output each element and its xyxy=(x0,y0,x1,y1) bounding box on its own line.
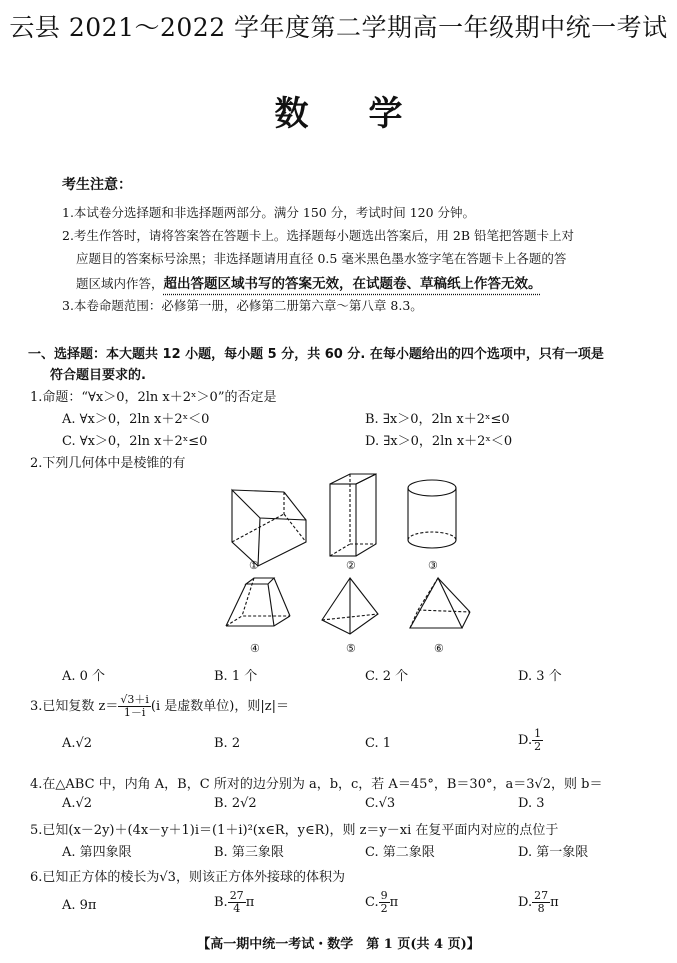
question-2-option-b: B. 1 个 xyxy=(214,669,258,684)
figure-label-4: ④ xyxy=(250,642,260,655)
figure-label-1: ① xyxy=(249,559,259,572)
question-3-option-a: A.√2 xyxy=(62,736,93,751)
question-6-option-d-fraction xyxy=(532,890,550,915)
figure-1-prism xyxy=(232,490,306,566)
question-3-option-d-fraction xyxy=(532,728,543,753)
question-3-stem-prefix: 3.已知复数 z＝ xyxy=(30,699,119,714)
notice-emphasis-text: 超出答题区域书写的答案无效，在试题卷、草稿纸上作答无效。 xyxy=(163,276,542,292)
question-6-option-b-fraction xyxy=(228,890,246,915)
question-1-option-c: C. ∀x＞0，2ln x＋2ˣ≤0 xyxy=(62,434,208,449)
exam-title: 云县 2021～2022 学年度第二学期高一年级期中统一考试 xyxy=(9,13,668,42)
question-5-option-b: B. 第三象限 xyxy=(214,845,284,860)
fraction-denominator: 4 xyxy=(233,902,241,915)
option-prefix: D. xyxy=(518,895,533,910)
question-2-option-c: C. 2 个 xyxy=(365,669,409,684)
question-4-option-c: C.√3 xyxy=(365,796,396,811)
question-3-option-d xyxy=(518,728,543,753)
question-3-option-c: C. 1 xyxy=(365,736,392,751)
question-2-stem: 2.下列几何体中是棱锥的有 xyxy=(30,456,186,471)
fraction-numerator: √3＋i xyxy=(120,693,149,706)
page-footer: 【高一期中统一考试・数学 第 1 页(共 4 页)】 xyxy=(197,937,480,952)
fraction-denominator: 2 xyxy=(380,902,388,915)
question-4-option-a: A.√2 xyxy=(62,796,93,811)
fraction-numerator: 1 xyxy=(534,727,542,740)
question-2-option-a: A. 0 个 xyxy=(62,669,106,684)
fraction-numerator: 27 xyxy=(534,889,549,902)
fraction-denominator: 1－i xyxy=(123,706,146,719)
pi-symbol: π xyxy=(550,895,559,910)
figure-3-cylinder xyxy=(408,480,456,548)
fraction-numerator: 9 xyxy=(380,889,388,902)
question-3-stem-suffix: (i 是虚数单位)，则|z|＝ xyxy=(150,699,289,714)
subject-title: 数学 xyxy=(274,94,463,134)
option-prefix: B. xyxy=(214,895,228,910)
question-4-option-b: B. 2√2 xyxy=(214,796,257,811)
question-3-fraction xyxy=(118,694,151,719)
question-5-option-a: A. 第四象限 xyxy=(62,845,132,860)
fraction-denominator: 8 xyxy=(537,902,545,915)
notice-plain-text: 题区域内作答， xyxy=(76,276,164,291)
question-1-option-a: A. ∀x＞0，2ln x＋2ˣ＜0 xyxy=(62,412,210,427)
notice-item-2-line-2: 应题目的答案标号涂黑；非选择题请用直径 0.5 毫米黑色墨水签字笔在答题卡上各题的答 xyxy=(76,251,567,266)
question-6-option-c-fraction xyxy=(379,890,390,915)
question-6-option-b xyxy=(214,890,254,915)
question-6-option-c xyxy=(365,890,398,915)
notice-item-2-line-3 xyxy=(76,272,542,292)
question-5-option-c: C. 第二象限 xyxy=(365,845,435,860)
option-prefix: D. xyxy=(518,733,533,748)
figure-label-5: ⑤ xyxy=(346,642,356,655)
option-prefix: C. xyxy=(365,895,379,910)
question-1-option-b: B. ∃x＞0，2ln x＋2ˣ≤0 xyxy=(365,412,510,427)
notice-item-2-line-1: 2.考生作答时，请将答案答在答题卡上。选择题每小题选出答案后，用 2B 铅笔把答题卡上对 xyxy=(62,228,575,243)
figure-label-3: ③ xyxy=(428,559,438,572)
pi-symbol: π xyxy=(245,895,255,910)
section-heading-line-2: 符合题目要求的. xyxy=(50,368,146,383)
question-5-option-d: D. 第一象限 xyxy=(518,845,589,860)
question-2-option-d: D. 3 个 xyxy=(518,669,562,684)
question-1-stem: 1.命题：“∀x＞0，2ln x＋2ˣ＞0”的否定是 xyxy=(30,390,277,405)
question-5-stem: 5.已知(x－2y)＋(4x－y＋1)i＝(1＋i)²(x∈R，y∈R)，则 z＝y－xi 在复平面内对应的点位于 xyxy=(30,823,559,838)
figure-4-frustum xyxy=(226,578,290,626)
section-heading-line-1: 一、选择题：本大题共 12 小题，每小题 5 分，共 60 分. 在每小题给出的四个选项中，只有一项是 xyxy=(28,347,604,362)
notice-heading: 考生注意： xyxy=(62,177,132,193)
question-1-option-d: D. ∃x＞0，2ln x＋2ˣ＜0 xyxy=(365,434,513,449)
notice-item-3: 3.本卷命题范围：必修第一册，必修第二册第六章～第八章 8.3。 xyxy=(62,298,423,313)
question-6-option-d xyxy=(518,890,559,915)
question-3-stem xyxy=(30,694,289,719)
figure-2-cuboid xyxy=(330,474,376,556)
figure-5-tetrahedron xyxy=(322,578,378,634)
question-6-option-a: A. 9π xyxy=(62,898,97,913)
fraction-denominator: 2 xyxy=(534,740,542,753)
question-4-stem: 4.在△ABC 中，内角 A，B，C 所对的边分别为 a，b，c，若 A＝45°，B＝30°，a＝3√2，则 b＝ xyxy=(30,777,603,792)
question-6-stem: 6.已知正方体的棱长为√3，则该正方体外接球的体积为 xyxy=(30,870,345,885)
figure-6-pyramid xyxy=(410,578,470,628)
fraction-numerator: 27 xyxy=(229,889,244,902)
question-4-option-d: D. 3 xyxy=(518,796,545,811)
figure-label-2: ② xyxy=(346,559,356,572)
notice-item-1: 1.本试卷分选择题和非选择题两部分。满分 150 分，考试时间 120 分钟。 xyxy=(62,205,476,220)
pi-symbol: π xyxy=(389,895,399,910)
figure-label-6: ⑥ xyxy=(434,642,444,655)
question-3-option-b: B. 2 xyxy=(214,736,241,751)
